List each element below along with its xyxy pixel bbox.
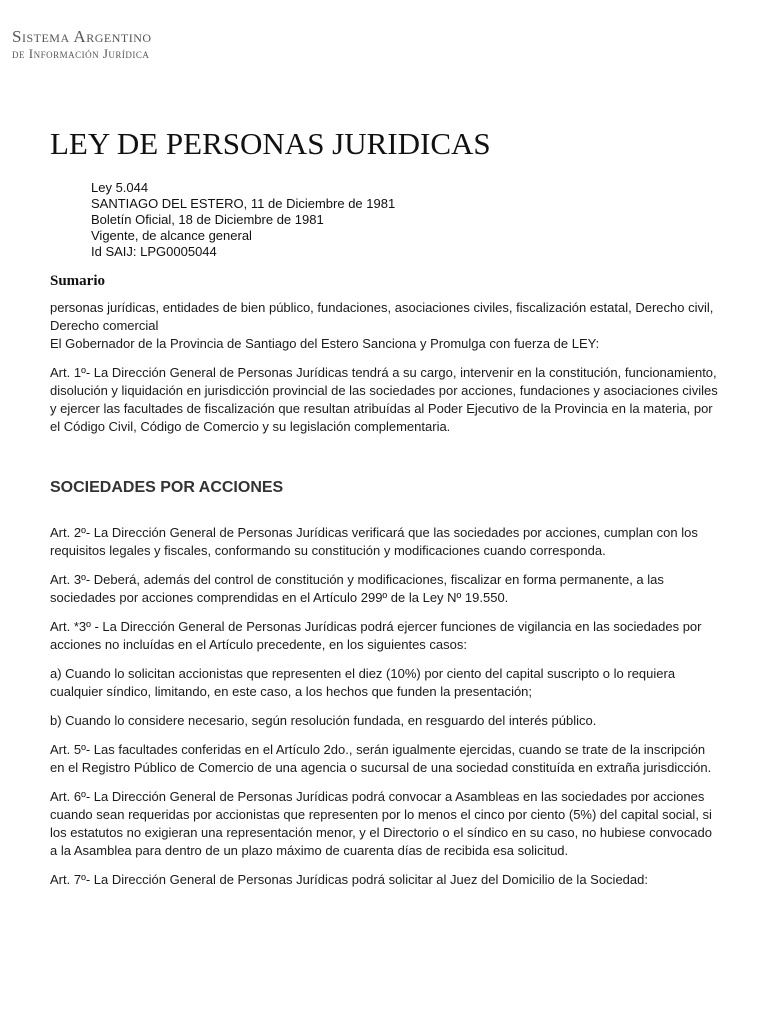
logo-line-1: Sistema Argentino — [12, 27, 152, 46]
clause-b: b) Cuando lo considere necesario, según resolución fundada, en resguardo del interés público. — [50, 713, 597, 728]
article-5: Art. 5º- Las facultades conferidas en el Artículo 2do., serán igualmente ejercidas, cuando se trate de la inscripción en el Registro Público de Comercio de una agencia o sucursal de una sociedad constituída en extraña jurisdicción. — [50, 742, 712, 775]
sumario-heading: Sumario — [50, 273, 106, 289]
article-6: Art. 6º- La Dirección General de Personas Jurídicas podrá convocar a Asambleas en las sociedades por acciones cuando sean requeridas por accionistas que representen por lo menos el cinco por ciento (5%) del capital social, si los estatutos no exigieran una representación menor, y el Directorio o el síndico en su caso, no hubiese convocado a la Asamblea para dentro de un plazo máximo de cuarenta días de recibida esa solicitud. — [50, 789, 712, 858]
sumario-text: personas jurídicas, entidades de bien público, fundaciones, asociaciones civiles, fiscalización estatal, Derecho civil, Derecho comercial — [50, 300, 714, 333]
article-7: Art. 7º- La Dirección General de Personas Jurídicas podrá solicitar al Juez del Domicilio de la Sociedad: — [50, 872, 648, 887]
article-2: Art. 2º- La Dirección General de Personas Jurídicas verificará que las sociedades por acciones, cumplan con los requisitos legales y fiscales, conformando su constitución y modificaciones cuando corresponda. — [50, 525, 698, 558]
page-title: LEY DE PERSONAS JURIDICAS — [50, 126, 491, 161]
article-3-bis: Art. *3º - La Dirección General de Personas Jurídicas podrá ejercer funciones de vigilancia en las sociedades por acciones no incluídas en el Artículo precedente, en los siguientes casos: — [50, 619, 702, 652]
law-metadata — [91, 180, 395, 260]
document-body — [50, 299, 718, 900]
law-number: Ley 5.044 — [91, 180, 149, 195]
law-bulletin: Boletín Oficial, 18 de Diciembre de 1981 — [91, 212, 324, 227]
saij-logo — [12, 28, 152, 62]
law-place-date: SANTIAGO DEL ESTERO, 11 de Diciembre de 1981 — [91, 196, 396, 211]
logo-line-2: de Información Jurídica — [12, 46, 150, 61]
law-status: Vigente, de alcance general — [91, 228, 252, 243]
preamble: El Gobernador de la Provincia de Santiago del Estero Sanciona y Promulga con fuerza de LEY: — [50, 336, 600, 351]
clause-a: a) Cuando lo solicitan accionistas que representen el diez (10%) por ciento del capital suscripto o lo requiera cualquier síndico, limitando, en este caso, a los hechos que funden la presentación; — [50, 666, 676, 699]
article-1: Art. 1º- La Dirección General de Personas Jurídicas tendrá a su cargo, intervenir en la constitución, funcionamiento, disolución y liquidación en jurisdicción provincial de las sociedades por acciones, fundaciones y asociaciones civiles y ejercer las facultades de fiscalización que resultan atribuídas al Poder Ejecutivo de la Provincia en la materia, por el Código Civil, Código de Comercio y su legislación complementaria. — [50, 365, 718, 434]
section-heading: SOCIEDADES POR ACCIONES — [50, 479, 284, 496]
article-3: Art. 3º- Deberá, además del control de constitución y modificaciones, fiscalizar en forma permanente, a las sociedades por acciones comprendidas en el Artículo 299º de la Ley Nº 19.550. — [50, 572, 664, 605]
law-saij-id: Id SAIJ: LPG0005044 — [91, 244, 217, 259]
